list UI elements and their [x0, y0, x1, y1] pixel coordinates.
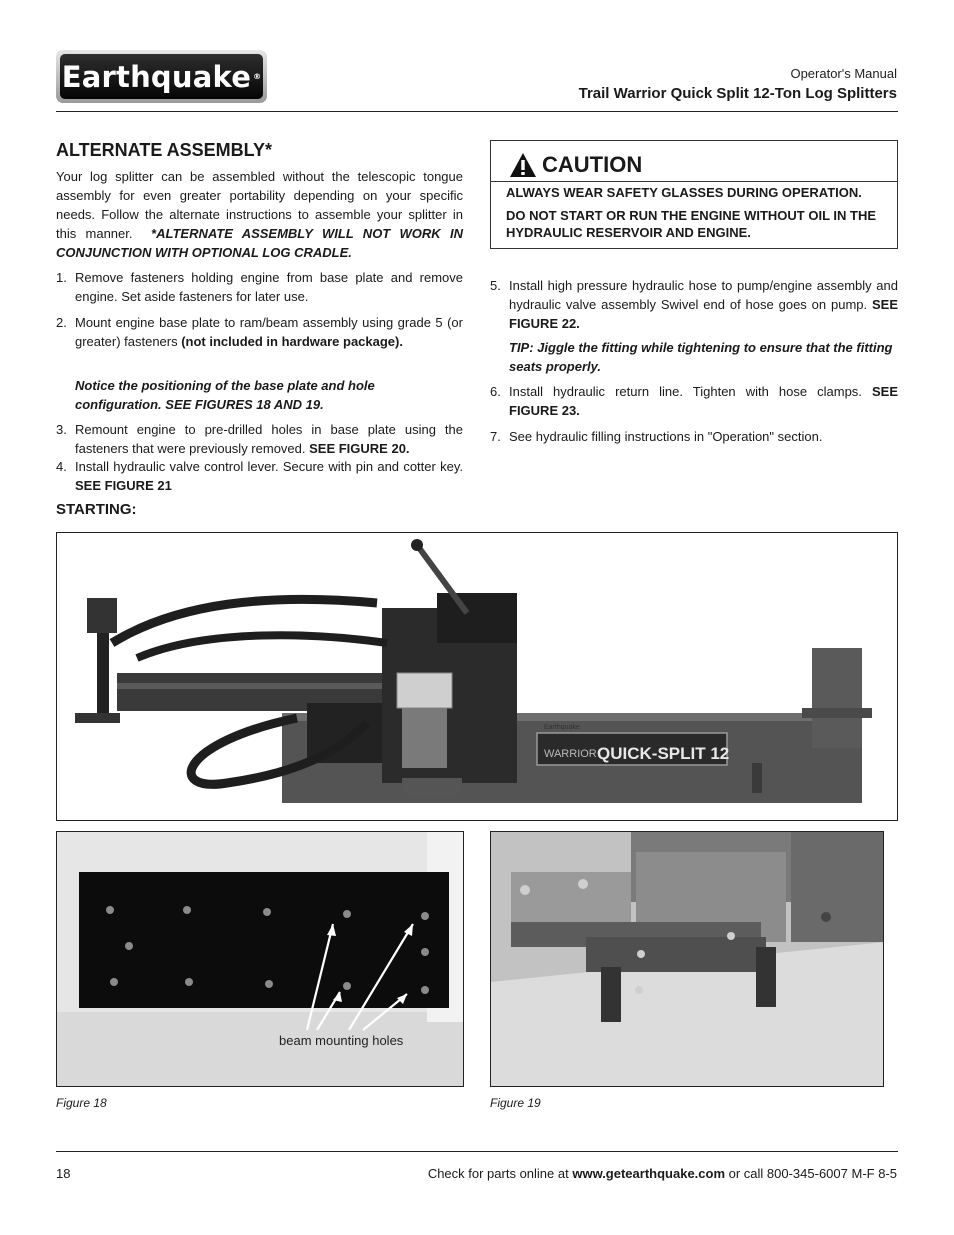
product-title: Trail Warrior Quick Split 12-Ton Log Splitters — [578, 85, 897, 102]
figure-18-photo — [56, 831, 464, 1087]
footer-contact — [428, 1166, 897, 1181]
figure-18-caption: Figure 18 — [56, 1096, 107, 1110]
brand-small-text: Earthquake — [544, 724, 580, 731]
starting-heading: STARTING: — [56, 501, 137, 518]
footer-suffix: or call 800-345-6007 M-F 8-5 — [725, 1166, 897, 1181]
step-number: 6. — [490, 384, 501, 399]
intro-paragraph — [56, 167, 463, 262]
footer-rule — [56, 1151, 898, 1152]
step-number: 2. — [56, 315, 67, 330]
model-name-text: QUICK-SPLIT 12 — [597, 744, 730, 763]
warning-triangle-icon — [509, 152, 537, 178]
earthquake-logo — [56, 50, 267, 103]
step-number: 4. — [56, 459, 67, 474]
step-text: Install high pressure hydraulic hose to pump/engine assembly and hydraulic valve assembly Swivel end of hose goes on pump. — [509, 278, 898, 312]
header-rule — [56, 111, 898, 112]
step-5 — [490, 276, 898, 333]
step-bold: SEE FIGURE 21 — [75, 478, 172, 493]
step-7 — [490, 427, 898, 446]
model-warrior-text: WARRIOR — [544, 748, 597, 760]
beam-mounting-holes-label: beam mounting holes — [279, 1033, 404, 1048]
step-4 — [56, 457, 463, 495]
step-number: 3. — [56, 422, 67, 437]
figure-19-photo — [490, 831, 884, 1087]
log-splitter-photo — [56, 532, 898, 821]
step-bold: (not included in hardware package). — [181, 334, 403, 349]
step-2 — [56, 313, 463, 351]
registered-mark: ® — [253, 72, 262, 81]
step-bold: SEE FIGURE 23. — [509, 384, 898, 418]
base-plate-illustration — [57, 832, 464, 1087]
footer-prefix: Check for parts online at — [427, 1166, 573, 1181]
caution-header — [509, 151, 642, 179]
footer-url-link[interactable]: www.getearthquake.com — [572, 1166, 726, 1181]
manual-label: Operator's Manual — [790, 66, 897, 81]
step-number: 5. — [490, 278, 501, 293]
step-3 — [56, 420, 463, 458]
step-bold: SEE FIGURE 20. — [309, 441, 410, 456]
step-text: Install hydraulic valve control lever. Secure with pin and cotter key. — [75, 459, 463, 474]
caution-title: CAUTION — [542, 152, 643, 177]
caution-divider — [491, 181, 897, 182]
step-text: See hydraulic filling instructions in "Operation" section. — [509, 429, 823, 444]
step-text: Remove fasteners holding engine from base plate and remove engine. Set aside fasteners for later use. — [75, 270, 463, 304]
intro-text: Your log splitter can be assembled without the telescopic tongue assembly for even greater portability depending on your specific needs. Follow the alternate instructions to assemble your splitter in this manner. — [56, 169, 463, 241]
step-bold: SEE FIGURE 22. — [509, 297, 898, 331]
step-2-note: Notice the positioning of the base plate and hole configuration. SEE FIGURES 18 AND 19. — [75, 378, 375, 412]
step-text: Remount engine to pre-drilled holes in base plate using the fasteners that were previously removed. — [75, 422, 463, 456]
step-1 — [56, 268, 463, 306]
caution-box — [490, 140, 898, 249]
caution-line-1: ALWAYS WEAR SAFETY GLASSES DURING OPERATION. — [506, 185, 862, 200]
step-text: Install hydraulic return line. Tighten with hose clamps. — [509, 384, 872, 399]
log-splitter-illustration — [57, 533, 898, 821]
figure-19-caption: Figure 19 — [490, 1096, 541, 1110]
caution-line-2: DO NOT START OR RUN THE ENGINE WITHOUT OIL IN THE HYDRAULIC RESERVOIR AND ENGINE. — [506, 208, 877, 240]
step-number: 7. — [490, 429, 501, 444]
intro-warning: *ALTERNATE ASSEMBLY WILL NOT WORK IN CONJUNCTION WITH OPTIONAL LOG CRADLE. — [56, 226, 463, 260]
alternate-assembly-heading: ALTERNATE ASSEMBLY* — [56, 140, 273, 160]
tip-note: TIP: Jiggle the fitting while tightening to ensure that the fitting seats properly. — [509, 340, 893, 374]
base-plate-mount-illustration — [491, 832, 884, 1087]
step-6 — [490, 382, 898, 420]
page-number: 18 — [56, 1166, 71, 1181]
logo-text: Earthquake — [61, 59, 252, 94]
step-number: 1. — [56, 270, 67, 285]
step-text: Mount engine base plate to ram/beam assembly using grade 5 (or greater) fasteners — [75, 315, 463, 349]
